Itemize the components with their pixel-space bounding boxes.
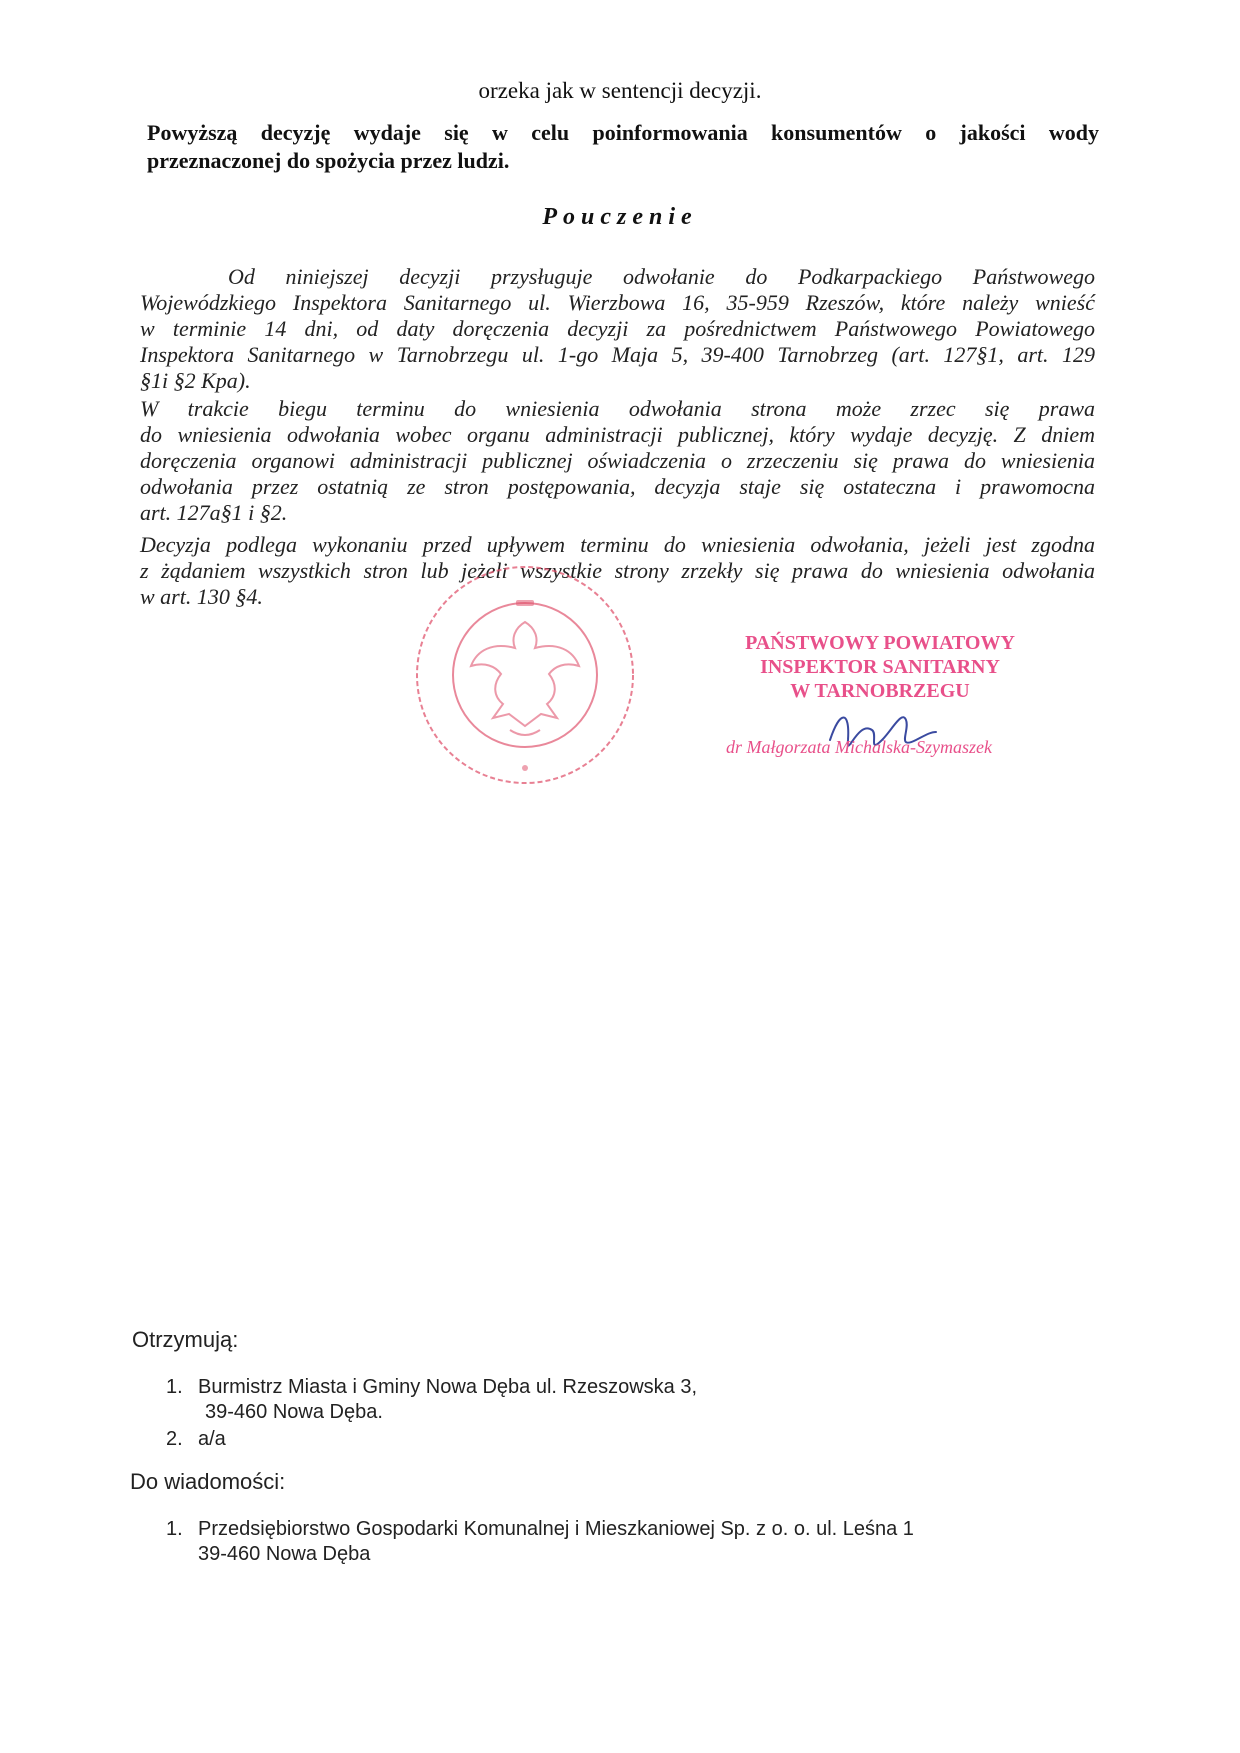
signature-title-line-2: INSPEKTOR SANITARNY — [760, 656, 1000, 678]
info-recipient-line: Przedsiębiorstwo Gospodarki Komunalnej i Mieszkaniowej Sp. z o. o. ul. Leśna 1 — [198, 1518, 914, 1540]
for-information-label: Do wiadomości: — [130, 1469, 286, 1494]
instruction-line: §1i §2 Kpa). — [140, 368, 251, 393]
instruction-line: Inspektora Sanitarnego w Tarnobrzegu ul. 1-go Maja 5, 39-400 Tarnobrzeg (art. 127§1, art. 129 — [140, 342, 1095, 367]
signatory-name: dr Małgorzata Michalska-Szymaszek — [726, 737, 992, 757]
instruction-line: z żądaniem wszystkich stron lub jeżeli wszystkie strony zrzekły się prawa do wniesienia odwołania — [140, 558, 1095, 583]
signature-title-line-3: W TARNOBRZEGU — [790, 680, 970, 702]
recipient-line: 39-460 Nowa Dęba. — [205, 1401, 383, 1423]
instruction-line: do wniesienia odwołania wobec organu administracji publicznej, który wydaje decyzję. Z dniem — [140, 422, 1095, 447]
instruction-line: Od niniejszej decyzji przysługuje odwołanie do Podkarpackiego Państwowego — [228, 264, 1095, 289]
recipient-number: 1. — [166, 1376, 183, 1398]
instruction-line: w terminie 14 dni, od daty doręczenia decyzji za pośrednictwem Państwowego Powiatowego — [140, 316, 1095, 341]
info-recipient-line: 39-460 Nowa Dęba — [198, 1543, 371, 1565]
recipient-line: Burmistrz Miasta i Gminy Nowa Dęba ul. Rzeszowska 3, — [198, 1376, 698, 1398]
instruction-line: Decyzja podlega wykonaniu przed upływem terminu do wniesienia odwołania, jeżeli jest zgodna — [140, 532, 1095, 557]
purpose-line-1: Powyższą decyzję wydaje się w celu poinformowania konsumentów o jakości wody — [147, 120, 1099, 145]
instruction-line: art. 127a§1 i §2. — [140, 500, 288, 525]
instruction-line: W trakcie biegu terminu do wniesienia odwołania strona może zrzec się prawa — [140, 396, 1095, 421]
instruction-title: Pouczenie — [542, 204, 698, 230]
info-recipient-number: 1. — [166, 1518, 183, 1540]
instruction-line: odwołania przez ostatnią ze stron postępowania, decyzja staje się ostateczna i prawomocna — [140, 474, 1095, 499]
official-seal-stamp — [410, 560, 640, 790]
recipient-line: a/a — [198, 1428, 226, 1450]
purpose-line-2: przeznaczonej do spożycia przez ludzi. — [147, 148, 510, 173]
instruction-line: Wojewódzkiego Inspektora Sanitarnego ul. Wierzbowa 16, 35-959 Rzeszów, które należy wnieść — [140, 290, 1095, 315]
instruction-line: w art. 130 §4. — [140, 584, 263, 609]
signature-title-line-1: PAŃSTWOWY POWIATOWY — [745, 632, 1015, 654]
recipients-label: Otrzymują: — [132, 1327, 239, 1352]
instruction-line: doręczenia organowi administracji publicznej oświadczenia o zrzeczeniu się prawa do wniesienia — [140, 448, 1095, 473]
header-line: orzeka jak w sentencji decyzji. — [478, 78, 762, 103]
recipient-number: 2. — [166, 1428, 183, 1450]
